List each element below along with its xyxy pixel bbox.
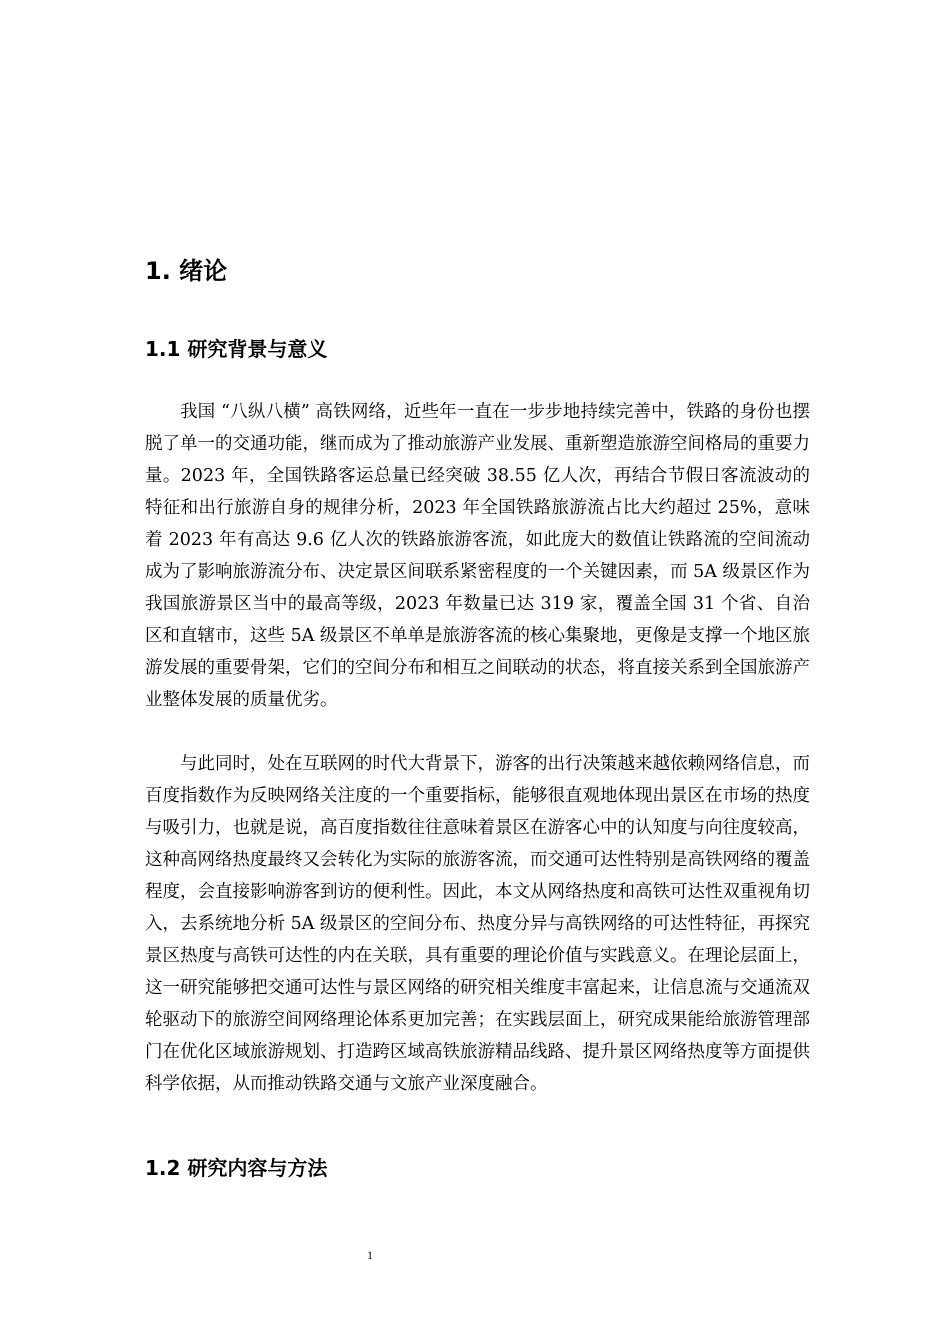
chapter-title: 1. 绪论	[145, 257, 228, 285]
page-number: 1	[367, 1248, 373, 1262]
paragraph-background-1: 我国 “八纵八横” 高铁网络，近些年一直在一步步地持续完善中，铁路的身份也摆脱了单一的交通功能，继而成为了推动旅游产业发展、重新塑造旅游空间格局的重要力量。2023 年，全国铁路客运总量已经突破 38.55 亿人次，再结合节假日客流波动的特征和出行旅游自身的规律分析，2023 年全国铁路旅游流占比大约超过 25%，意味着 2023 年有高达 9.6 亿人次的铁路旅游客流，如此庞大的数值让铁路流的空间流动成为了影响旅游流分布、决定景区间联系紧密程度的一个关键因素，而 5A 级景区作为我国旅游景区当中的最高等级，2023 年数量已达 319 家，覆盖全国 31 个省、自治区和直辖市，这些 5A 级景区不单单是旅游客流的核心集聚地，更像是支撑一个地区旅游发展的重要骨架，它们的空间分布和相互之间联动的状态，将直接关系到全国旅游产业整体发展的质量优劣。	[145, 402, 810, 710]
paragraph-background-2: 与此同时，处在互联网的时代大背景下，游客的出行决策越来越依赖网络信息，而百度指数作为反映网络关注度的一个重要指标，能够很直观地体现出景区在市场的热度与吸引力，也就是说，高百度指数往往意味着景区在游客心中的认知度与向往度较高，这种高网络热度最终又会转化为实际的旅游客流，而交通可达性特别是高铁网络的覆盖程度，会直接影响游客到访的便利性。因此，本文从网络热度和高铁可达性双重视角切入，去系统地分析 5A 级景区的空间分布、热度分异与高铁网络的可达性特征，再探究景区热度与高铁可达性的内在关联，具有重要的理论价值与实践意义。在理论层面上，这一研究能够把交通可达性与景区网络的研究相关维度丰富起来，让信息流与交通流双轮驱动下的旅游空间网络理论体系更加完善；在实践层面上，研究成果能给旅游管理部门在优化区域旅游规划、打造跨区域高铁旅游精品线路、提升景区网络热度等方面提供科学依据，从而推动铁路交通与文旅产业深度融合。	[145, 754, 810, 1094]
section-title-content-methods: 1.2 研究内容与方法	[145, 1156, 328, 1180]
section-title-background: 1.1 研究背景与意义	[145, 337, 328, 361]
